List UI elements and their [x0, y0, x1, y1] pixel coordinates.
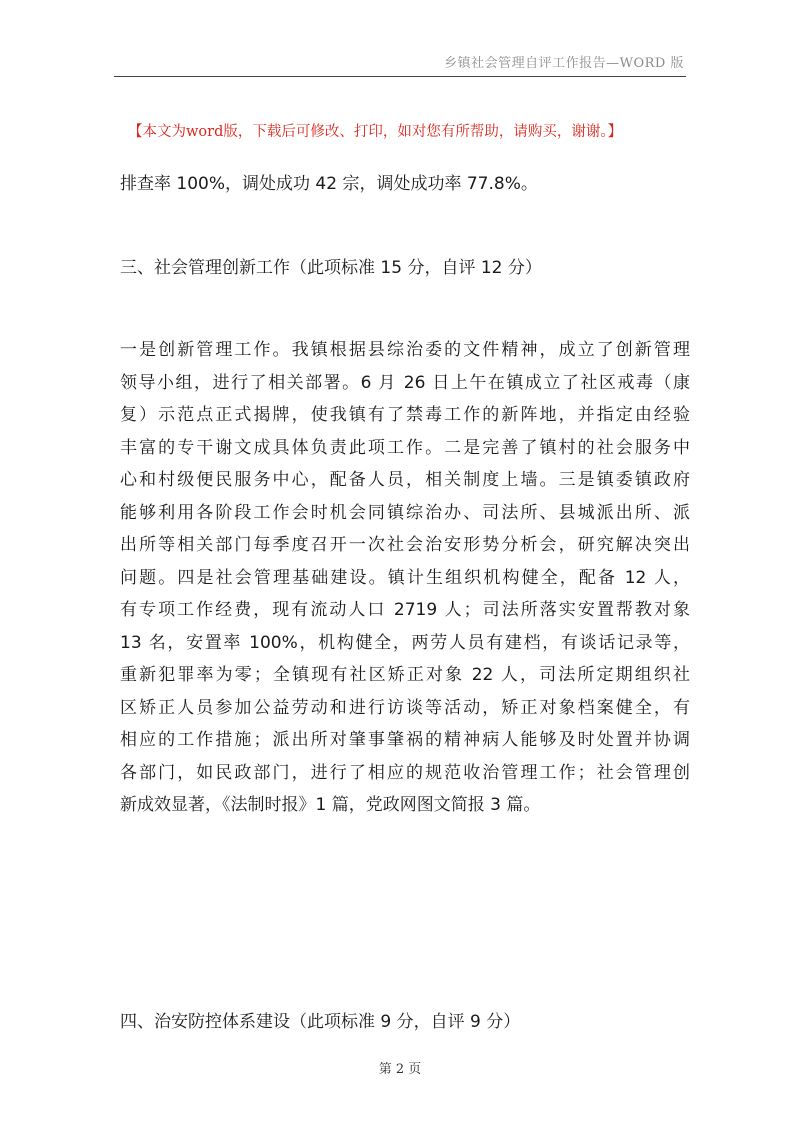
- paragraph-line: 心和村级便民服务中心，配备人员，相关制度上墙。三是镇委镇政府: [120, 470, 690, 490]
- section-4-heading: 四、治安防控体系建设（此项标准 9 分，自评 9 分）: [120, 1012, 521, 1032]
- paragraph-line: 能够利用各阶段工作会时机会同镇综治办、司法所、县城派出所、派: [120, 502, 690, 523]
- paragraph-line: 丰富的专干谢文成具体负责此项工作。二是完善了镇村的社会服务中: [120, 437, 690, 458]
- paragraph-line: 有专项工作经费，现有流动人口 2719 人；司法所落实安置帮教对象: [120, 600, 690, 620]
- paragraph-line: 新成效显著，《法制时报》1 篇，党政网图文简报 3 篇。: [120, 795, 541, 815]
- header-divider: [114, 76, 686, 77]
- section-3-heading: 三、社会管理创新工作（此项标准 15 分，自评 12 分）: [120, 258, 542, 278]
- statistics-line: 排查率 100%，调处成功 42 宗，调处成功率 77.8%。: [120, 174, 538, 194]
- paragraph-line: 复）示范点正式揭牌，使我镇有了禁毒工作的新阵地，并指定由经验: [120, 405, 690, 425]
- paragraph-line: 13 名，安置率 100%，机构健全，两劳人员有建档，有谈话记录等，: [120, 632, 690, 653]
- page-number: 第 2 页: [378, 1062, 422, 1077]
- paragraph-line: 领导小组，进行了相关部署。6 月 26 日上午在镇成立了社区戒毒（康: [120, 372, 690, 393]
- innovation-paragraph: [120, 334, 690, 822]
- paragraph-line: 各部门，如民政部门，进行了相应的规范收治管理工作；社会管理创: [120, 762, 690, 783]
- paragraph-line: 一是创新管理工作。我镇根据县综治委的文件精神，成立了创新管理: [120, 340, 690, 360]
- paragraph-line: 区矫正人员参加公益劳动和进行访谈等活动，矫正对象档案健全，有: [120, 697, 690, 718]
- paragraph-line: 出所等相关部门每季度召开一次社会治安形势分析会，研究解决突出: [120, 535, 690, 555]
- paragraph-line: 相应的工作措施；派出所对肇事肇祸的精神病人能够及时处置并协调: [120, 730, 690, 750]
- paragraph-line: 问题。四是社会管理基础建设。镇计生组织机构健全，配备 12 人，: [120, 567, 690, 588]
- purchase-notice: 【本文为word版，下载后可修改、打印，如对您有所帮助，请购买，谢谢。】: [128, 124, 623, 140]
- paragraph-line: 重新犯罪率为零；全镇现有社区矫正对象 22 人，司法所定期组织社: [120, 665, 690, 685]
- document-header-title: 乡镇社会管理自评工作报告—WORD 版: [444, 56, 684, 71]
